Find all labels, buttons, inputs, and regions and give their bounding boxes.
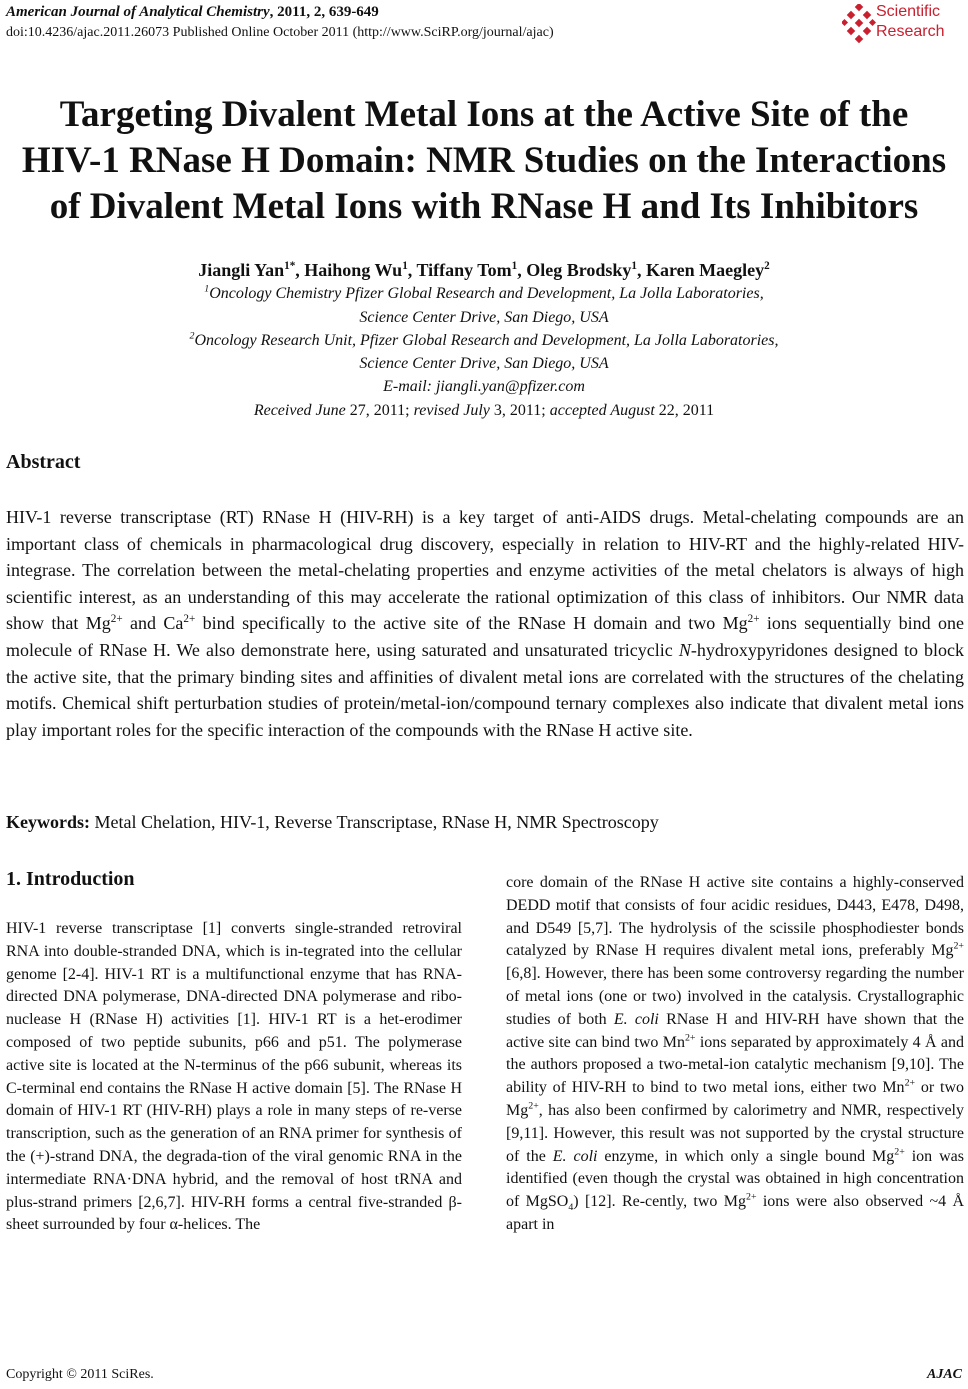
author-affil-sup: 1 — [511, 260, 518, 272]
affil-num: 1 — [204, 283, 210, 295]
superscript: 2+ — [183, 613, 196, 626]
author-sep: , — [407, 260, 417, 280]
subscript: 4 — [568, 1202, 574, 1214]
keywords-text: Metal Chelation, HIV-1, Reverse Transcriptase, RNase H, NMR Spectroscopy — [90, 812, 659, 832]
abstract-part: and Ca — [122, 613, 184, 634]
abstract-part: bind specifically to the active site of the RNase H domain and two Mg — [195, 613, 748, 634]
doi-line: doi:10.4236/ajac.2011.26073 Published Online October 2011 (http://www.SciRP.org/journal/ajac) — [6, 25, 554, 40]
author-name: Oleg Brodsky — [526, 260, 632, 280]
col2-part: core domain of the RNase H active site contains a highly-conserved DEDD motif that consists of four acidic residues, D443, E478, D498, and D549 [5,7]. The hydrolysis of the scissile phosphodiester bonds catalyzed by RNase H requires divalent metal ions, preferably Mg — [506, 874, 964, 960]
italic-species: E. coli — [613, 1010, 659, 1028]
affiliation-1-line-2: Science Center Drive, San Diego, USA — [359, 309, 609, 326]
author-name: Tiffany Tom — [416, 260, 512, 280]
affil-text: Oncology Chemistry Pfizer Global Research and Development, La Jolla Laboratories, — [209, 285, 764, 302]
superscript: 2+ — [894, 1146, 905, 1158]
col2-part: ions were also observed ~4 Å apart in — [506, 1193, 964, 1233]
intro-heading: 1. Introduction — [6, 868, 135, 890]
publisher-logo — [842, 2, 964, 46]
col2-part: enzyme, in which only a single bound Mg — [597, 1147, 895, 1165]
logo-line2: Research — [876, 23, 945, 40]
author-affil-sup: 1 — [631, 260, 637, 272]
author-affil-sup: 1* — [284, 260, 296, 272]
logo-text — [876, 2, 944, 42]
col2-part: ion was identified (even though the crystal was obtained in high concentration of MgSO — [506, 1147, 964, 1211]
received-date: 27, 2011; — [345, 402, 414, 419]
received-dates — [0, 402, 968, 420]
superscript: 2+ — [745, 1191, 757, 1203]
journal-issue: , 2011, 2, 639-649 — [269, 4, 379, 20]
affiliation-1-line-1 — [0, 285, 968, 303]
email-line: E-mail: jiangli.yan@pfizer.com — [383, 378, 585, 395]
affiliation-2-line-1 — [0, 332, 968, 350]
italic-n: N — [678, 639, 691, 660]
abstract-part: -hydroxypyridones designed to block the active site, that the primary binding sites and affinities of divalent metal ions are correlated with the structures of the chelating motifs. Chemical shift perturbation studies of protein/metal-ion/compound ternary complexes also indicate that divalent metal ions play important roles for the specific interaction of the compounds with the RNase H active site. — [6, 639, 965, 740]
author-affil-sup: 2 — [764, 260, 770, 272]
affiliation-2-line-2: Science Center Drive, San Diego, USA — [359, 355, 609, 372]
abstract-heading: Abstract — [6, 451, 81, 473]
author-list — [0, 260, 968, 281]
title-line-1: Targeting Divalent Metal Ions at the Active Site of the — [59, 94, 909, 135]
col2-part: or two Mg — [506, 1079, 965, 1119]
superscript: 2+ — [747, 613, 760, 626]
scirp-logo-icon — [842, 4, 876, 44]
intro-column-2 — [506, 872, 964, 1237]
superscript: 2+ — [904, 1077, 916, 1089]
logo-line1: Scientific — [876, 3, 941, 20]
col2-part: ) [12]. Re-cently, two Mg — [573, 1193, 746, 1211]
author-sep: , — [637, 260, 646, 280]
col2-part: ions separated by approximately 4 Å and the authors proposed a two-metal-ion catalytic mechanism [9,10]. The ability of HIV-RH to bind to two metal ions, either two Mn — [506, 1033, 964, 1097]
abstract-part: HIV-1 reverse transcriptase (RT) RNase H (HIV-RH) is a key target of anti-AIDS drugs. Metal-chelating compounds are an important class of chemicals in pharmacological drug discovery, especially in relation to HIV-RT and the highly-related HIV-integrase. The correlation between the metal-chelating properties and enzyme activities of the metal chelators is always of high scientific interest, as an understanding of this may accelerate the rational optimization of this class of inhibitors. Our NMR data show that Mg — [6, 507, 964, 634]
affil-num: 2 — [189, 330, 195, 342]
author-affil-sup: 1 — [402, 260, 408, 272]
intro-column-1: HIV-1 reverse transcriptase [1] converts single-stranded retroviral RNA into double-stranded DNA, which is in-tegrated into the cellular genome [2-4]. HIV-1 RT is a multifunctional enzyme that has RNA-directed DNA polymerase, DNA-directed DNA polymerase and ribo-nuclease H (RNase H) activities [1]. HIV-1 RT is a het-erodimer composed of two peptide subunits, p66 and p51. The polymerase active site is located at the N-terminus of the p66 subunit, whereas its C-terminal end contains the RNase H active domain [5]. The RNase H domain of HIV-1 RT (HIV-RH) plays a role in many steps of re-verse transcription, such as the generation of an RNA primer for synthesis of the (+)-strand DNA, the degrada-tion of the viral genomic RNA in the intermediate RNA·DNA hybrid, and the removal of host tRNA and plus-strand primers [2,6,7]. HIV-RH forms a central five-stranded β-sheet surrounded by four α-helices. The — [6, 920, 462, 1234]
affil-text: Oncology Research Unit, Pfizer Global Research and Development, La Jolla Laboratories, — [194, 332, 779, 349]
author-sep: , — [295, 260, 305, 280]
title-line-2: HIV-1 RNase H Domain: NMR Studies on the Interactions — [21, 140, 947, 181]
keywords-line — [6, 812, 659, 833]
superscript: 2+ — [110, 613, 123, 626]
received-label: Received June — [253, 402, 346, 419]
revised-date: 3, 2011; — [489, 402, 550, 419]
accepted-date: 22, 2011 — [654, 402, 715, 419]
journal-header — [6, 4, 379, 21]
italic-species: E. coli — [552, 1147, 598, 1165]
col2-part: [6,8]. However, there has been some controversy regarding the number of metal ions (one or two) involved in the catalysis. Crystallographic studies of both — [506, 965, 964, 1028]
superscript: 2+ — [953, 941, 964, 953]
col2-part: RNase H and HIV-RH have shown that the active site can bind two Mn — [506, 1010, 965, 1051]
author-name: Haihong Wu — [304, 260, 403, 280]
keywords-label: Keywords: — [6, 812, 90, 832]
abstract-text — [6, 504, 964, 743]
superscript: 2+ — [528, 1100, 539, 1112]
author-sep: , — [517, 260, 527, 280]
author-name: Karen Maegley — [646, 260, 765, 280]
journal-name: American Journal of Analytical Chemistry — [6, 4, 270, 20]
title-line-3: of Divalent Metal Ions with RNase H and Its Inhibitors — [49, 186, 919, 227]
accepted-label: accepted August — [549, 402, 655, 419]
author-name: Jiangli Yan — [198, 260, 285, 280]
col2-part: , has also been confirmed by calorimetry and NMR, respectively [9,11]. However, this result was not supported by the crystal structure of the — [506, 1101, 964, 1165]
footer-journal-abbr: AJAC — [926, 1367, 962, 1382]
paper-title — [0, 92, 968, 230]
superscript: 2+ — [684, 1032, 696, 1044]
footer-copyright: Copyright © 2011 SciRes. — [6, 1367, 154, 1382]
revised-label: revised July — [413, 402, 490, 419]
abstract-part: ions sequentially bind one molecule of RNase H. We also demonstrate here, using saturated and unsaturated tricyclic — [6, 613, 965, 660]
